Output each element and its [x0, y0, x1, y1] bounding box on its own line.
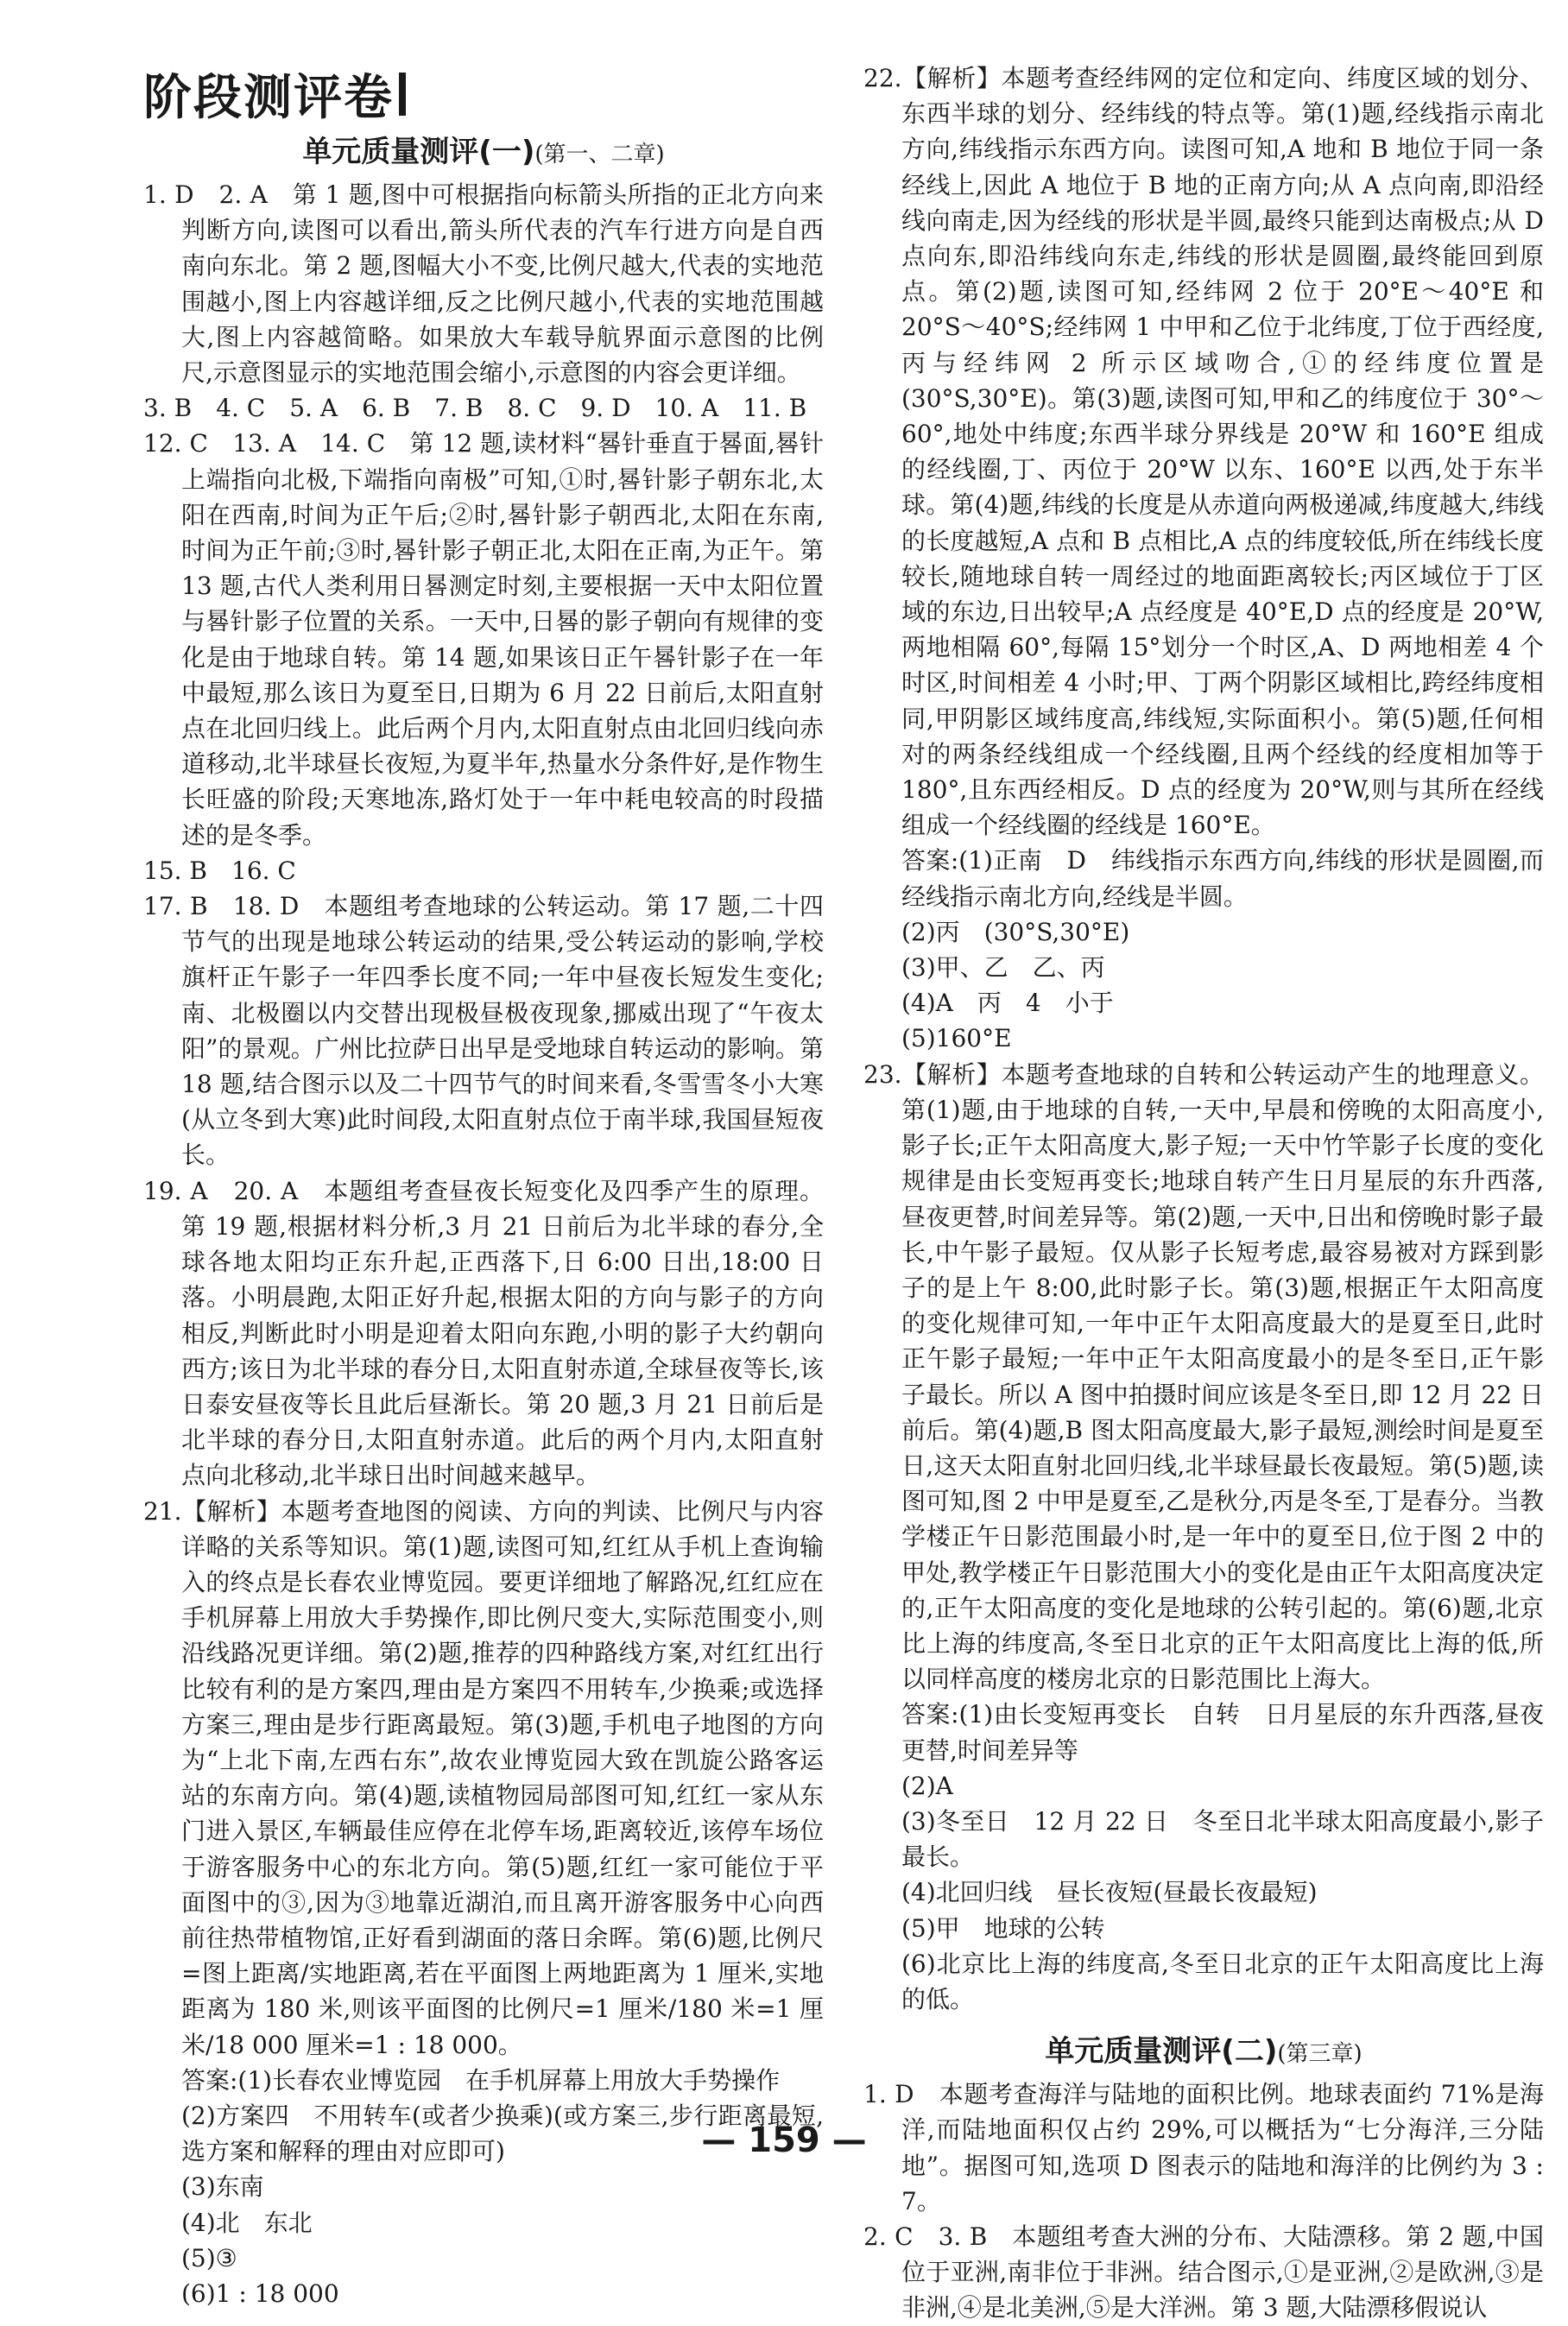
right-paragraph: (4)A 丙 4 小于	[901, 989, 1114, 1018]
left-paragraph: 答案:(1)长春农业博览园 在手机屏幕上用放大手势操作	[181, 2065, 781, 2095]
left-paragraph: 12. C 13. A 14. C 第 12 题,读材料“晷针垂直于晷面,晷针上端指向北极,下端指向南极”可知,①时,晷针影子朝东北,太阳在西南,时间为正午后;②时,晷针影子朝西北,太阳在东南,时间为正午前;③时,晷针影子朝正北,太阳在正南,为正午。第 13 题,古代人类利用日晷测定时刻,主要根据一天中太阳位置与晷针影子位置的关系。一天中,日晷的影子朝向有规律的变化是由于地球自转。第 14 题,如果该日正午晷针影子在一年中最短,那么该日为夏至日,日期为 6 月 22 日前后,太阳直射点在北回归线上。此后两个月内,太阳直射点由北回归线向赤道移动,北半球昼长夜短,为夏半年,热量水分条件好,是作物生长旺盛的阶段;天寒地冻,路灯处于一年中耗电较高的时段描述的是冬季。	[143, 429, 824, 850]
right-paragraph: (5)160°E	[901, 1024, 1012, 1053]
right-paragraph: 23.【解析】本题考查地球的自转和公转运动产生的地理意义。第(1)题,由于地球的自转,一天中,早晨和傍晚的太阳高度小,影子长;正午太阳高度大,影子短;一天中竹竿影子长度的变化规律是由长变短再变长;地球自转产生日月星辰的东升西落,昼夜更替,时间差异等。第(2)题,一天中,日出和傍晚时影子最长,中午影子最短。仅从影子长短考虑,最容易被对方踩到影子的是上午 8:00,此时影子长。第(3)题,根据正午太阳高度的变化规律可知,一年中正午太阳高度最大的是夏至日,此时正午影子最短;一年中正午太阳高度最小的是冬至日,正午影子最长。所以 A 图中拍摄时间应该是冬至日,即 12 月 22 日前后。第(4)题,B 图太阳高度最大,影子最短,测绘时间是夏至日,这天太阳直射北回归线,北半球昼最长夜最短。第(5)题,读图可知,图 2 中甲是夏至,乙是秋分,丙是冬至,丁是春分。当教学楼正午日影范围最小时,是一年中的夏至日,位于图 2 中的甲处,教学楼正午日影范围大小的变化是由正午太阳高度决定的,正午太阳高度的变化是地球的公转引起的。第(6)题,北京比上海的纬度高,冬至日北京的正午太阳高度比上海的低,所以同样高度的楼房北京的日影范围比上海大。	[863, 1059, 1544, 1694]
left-paragraph: (2)方案四 不用转车(或者少换乘)(或方案三,步行距离最短,选方案和解释的理由对应即可)	[181, 2101, 824, 2166]
section-title-1	[143, 130, 824, 177]
right-answers	[863, 60, 1544, 2017]
title-bar-decoration	[399, 73, 406, 116]
right-paragraph: (5)甲 地球的公转	[901, 1913, 1105, 1943]
left-paragraph: 15. B 16. C	[143, 856, 296, 885]
right-paragraph: (4)北回归线 昼长夜短(昼最长夜最短)	[901, 1878, 1318, 1907]
right2-paragraph: 1. D 本题考查海洋与陆地的面积比例。地球表面约 71%是海洋,而陆地面积仅占约 29%,可以概括为“七分海洋,三分陆地”。据图可知,选项 D 图表示的陆地和海洋的比例约为 3 : 7。	[863, 2080, 1544, 2215]
section-title-2-text: 单元质量测评(二)	[1045, 2034, 1278, 2070]
left-paragraph: (6)1 : 18 000	[181, 2279, 339, 2308]
right-paragraph: (6)北京比上海的纬度高,冬至日北京的正午太阳高度比上海的低。	[901, 1949, 1544, 2013]
right-paragraph: (3)甲、乙 乙、丙	[901, 953, 1105, 983]
page-header	[143, 64, 406, 124]
right2-paragraph: 2. C 3. B 本题组考查大洲的分布、大陆漂移。第 2 题,中国位于亚洲,南非位于非洲。结合图示,①是亚洲,②是欧洲,③是非洲,④是北美洲,⑤是大洋洲。第 3 题,大陆漂移假说认	[863, 2222, 1544, 2323]
left-paragraph: 1. D 2. A 第 1 题,图中可根据指向标箭头所指的正北方向来判断方向,读图可以看出,箭头所代表的汽车行进方向是自西南向东北。第 2 题,图幅大小不变,比例尺越大,代表的实地范围越小,图上内容越详细,反之比例尺越小,代表的实地范围越大,图上内容越简略。如果放大车载导航界面示意图的比例尺,示意图显示的实地范围会缩小,示意图的内容会更详细。	[143, 180, 824, 388]
right-column	[863, 60, 1544, 2326]
section-title-2	[863, 2029, 1544, 2076]
section-title-1-sub: (第一、二章)	[534, 142, 665, 167]
left-paragraph: 17. B 18. D 本题组考查地球的公转运动。第 17 题,二十四节气的出现是地球公转运动的结果,受公转运动的影响,学校旗杆正午影子一年四季长度不同;一年中昼夜长短发生变化;南、北极圈以内交替出现极昼极夜现象,挪威出现了“午夜太阳”的景观。广州比拉萨日出早是受地球自转运动的影响。第 18 题,结合图示以及二十四节气的时间来看,冬雪雪冬小大寒(从立冬到大寒)此时间段,太阳直射点位于南半球,我国昼短夜长。	[143, 892, 824, 1170]
left-answers	[143, 177, 824, 2311]
section-title-1-text: 单元质量测评(一)	[302, 135, 535, 169]
left-paragraph: 3. B 4. C 5. A 6. B 7. B 8. C 9. D 10. A 11. B	[143, 394, 807, 423]
section-title-2-sub: (第三章)	[1277, 2041, 1363, 2068]
page-title: 阶段测评卷	[143, 70, 394, 126]
right-paragraph: 22.【解析】本题考查经纬网的定位和定向、纬度区域的划分、东西半球的划分、经纬线的特点等。第(1)题,经线指示南北方向,纬线指示东西方向。读图可知,A 地和 B 地位于同一条经线上,因此 A 地位于 B 地的正南方向;从 A 点向南,即沿经线向南走,因为经线的形状是半圆,最终只能到达南极点;从 D 点向东,即沿纬线向东走,纬线的形状是圆圈,最终能回到原点。第(2)题,读图可知,经纬网 2 位于 20°E～40°E 和 20°S～40°S;经纬网 1 中甲和乙位于北纬度,丁位于西经度,丙与经纬网 2 所示区域吻合,①的经纬度位置是(30°S,30°E)。第(3)题,读图可知,甲和乙的纬度位于 30°～60°,地处中纬度;东西半球分界线是 20°W 和 160°E 组成的经线圈,丁、丙位于 20°W 以东、160°E 以西,处于东半球。第(4)题,纬线的长度是从赤道向两极递减,纬度越大,纬线的长度越短,A 点和 B 点相比,A 点的纬度较低,所在纬线长度较长,随地球自转一周经过的地面距离较长;丙区域位于丁区域的东边,日出较早;A 点经度是 40°E,D 点的经度是 20°W,两地相隔 60°,每隔 15°划分一个时区,A、D 两地相差 4 个时区,时间相差 4 小时;甲、丁两个阴影区域相比,跨经纬度相同,甲阴影区域纬度高,纬线短,实际面积小。第(5)题,任何相对的两条经线组成一个经线圈,且两个经线的经度相加等于 180°,且东西经相反。D 点的经度为 20°W,则与其所在经线组成一个经线圈的经线是 160°E。	[863, 64, 1544, 840]
left-paragraph: (3)东南	[181, 2172, 264, 2202]
page-number: — 159 —	[701, 2121, 867, 2160]
right-paragraph: (3)冬至日 12 月 22 日 冬至日北半球太阳高度最小,影子最长。	[901, 1806, 1544, 1872]
right-paragraph: 答案:(1)正南 D 纬线指示东西方向,纬线的形状是圆圈,而经线指示南北方向,经线是半圆。	[901, 846, 1544, 911]
right-answers-2	[863, 2076, 1544, 2325]
left-paragraph: (5)③	[181, 2243, 237, 2272]
right-paragraph: 答案:(1)由长变短再变长 自转 日月星辰的东升西落,昼夜更替,时间差异等	[901, 1700, 1544, 1765]
left-paragraph: 21.【解析】本题考查地图的阅读、方向的判读、比例尺与内容详略的关系等知识。第(1)题,读图可知,红红从手机上查询输入的终点是长春农业博览园。要更详细地了解路况,红红应在手机屏幕上用放大手势操作,即比例尺变大,实际范围变小,则沿线路况更详细。第(2)题,推荐的四种路线方案,对红红出行比较有利的是方案四,理由是方案四不用转车,少换乘;或选择方案三,理由是步行距离最短。第(3)题,手机电子地图的方向为“上北下南,左西右东”,故农业博览园大致在凯旋公路客运站的东南方向。第(4)题,读植物园局部图可知,红红一家从东门进入景区,车辆最佳应停在北停车场,距离较近,该停车场位于游客服务中心的东北方向。第(5)题,红红一家可能位于平面图中的③,因为③地靠近湖泊,而且离开游客服务中心向西前往热带植物馆,正好看到湖面的落日余晖。第(6)题,比例尺=图上距离/实地距离,若在平面图上两地距离为 1 厘米,实地距离为 180 米,则该平面图的比例尺=1 厘米/180 米=1 厘米/18 000 厘米=1 : 18 000。	[143, 1496, 824, 2059]
left-paragraph: 19. A 20. A 本题组考查昼夜长短变化及四季产生的原理。第 19 题,根据材料分析,3 月 21 日前后为北半球的春分,全球各地太阳均正东升起,正西落下,日 6:00 日出,18:00 日落。小明晨跑,太阳正好升起,根据太阳的方向与影子的方向相反,判断此时小明是迎着太阳向东跑,小明的影子大约朝向西方;该日为北半球的春分日,太阳直射赤道,全球昼夜等长,该日泰安昼夜等长且此后昼渐长。第 20 题,3 月 21 日前后是北半球的春分日,太阳直射赤道。此后的两个月内,太阳直射点向北移动,北半球日出时间越来越早。	[143, 1176, 824, 1490]
right-paragraph: (2)丙 (30°S,30°E)	[901, 917, 1130, 946]
left-column	[143, 130, 824, 2311]
right-paragraph: (2)A	[901, 1771, 953, 1800]
left-paragraph: (4)北 东北	[181, 2208, 313, 2237]
